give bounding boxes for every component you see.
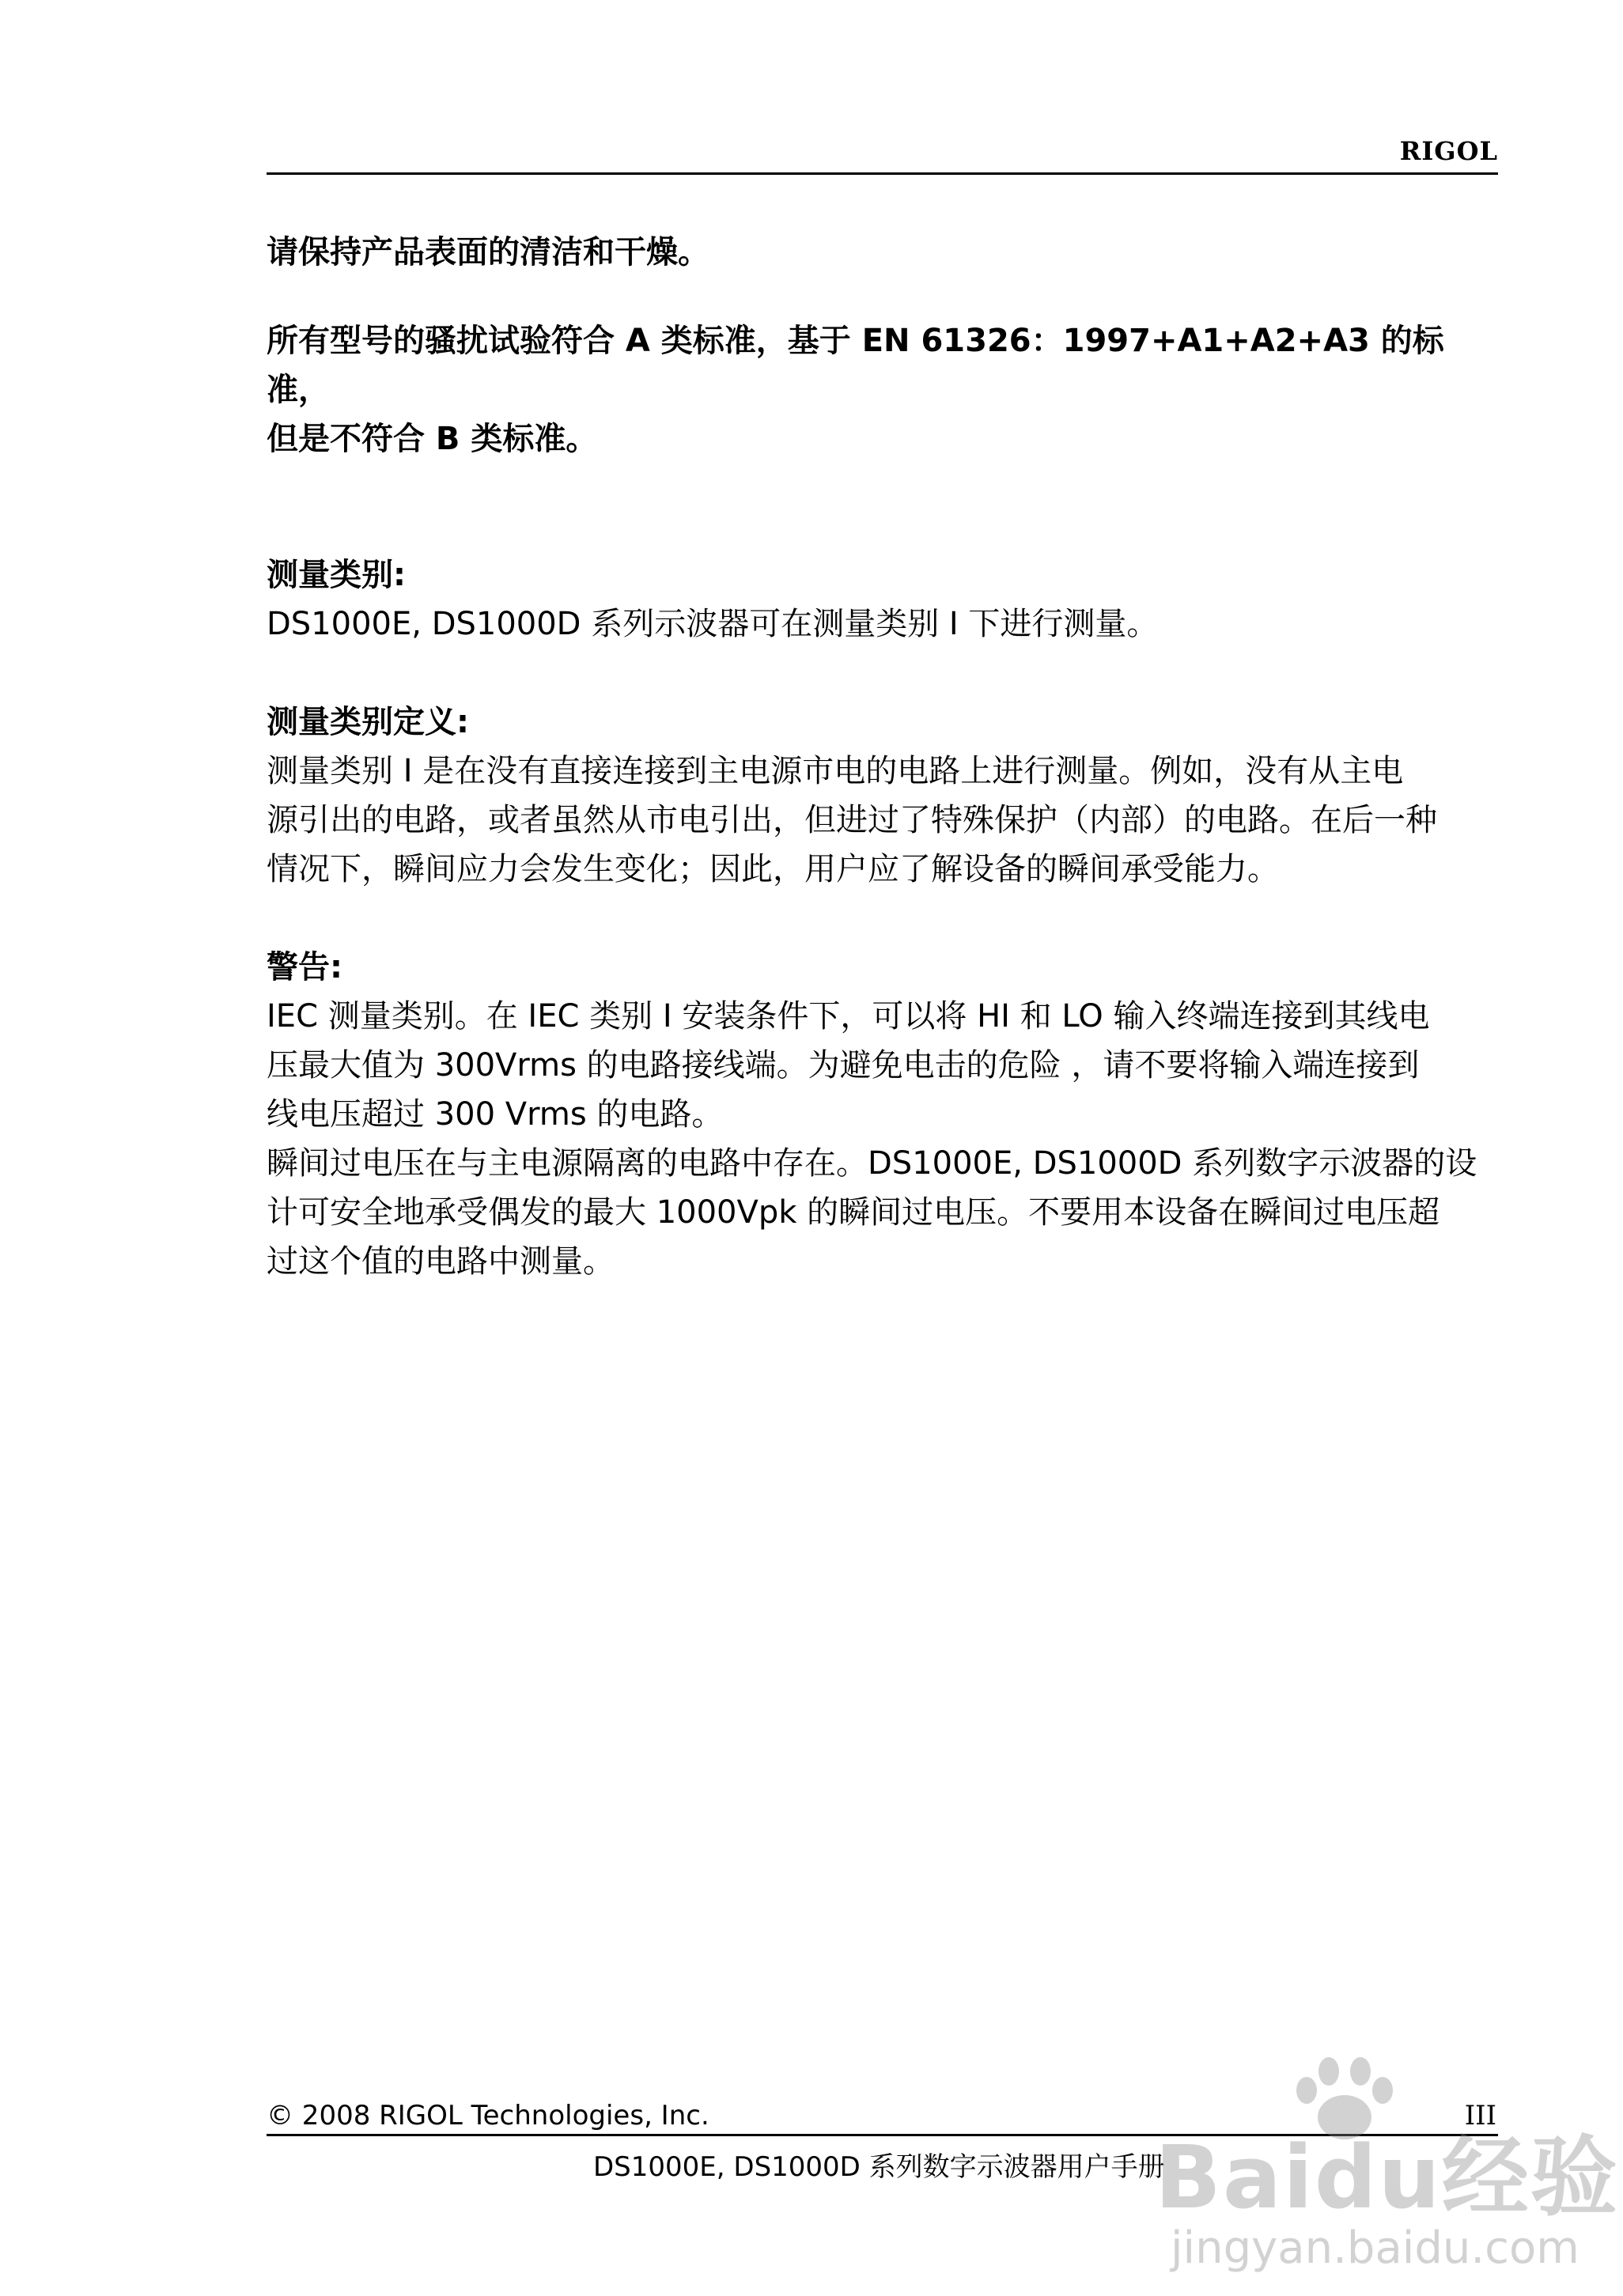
measurement-category-heading: 测量类别: — [267, 557, 406, 593]
watermark-logo-text: Baidu经验 — [1155, 2127, 1619, 2228]
warning-line-3: 线电压超过 300 Vrms 的电路。 — [267, 1096, 724, 1133]
spacer — [267, 894, 1498, 943]
spacer — [267, 277, 1498, 316]
warning-line-1: IEC 测量类别。在 IEC 类别 I 安装条件下，可以将 HI 和 LO 输入终端连接到其线电 — [267, 998, 1430, 1035]
measurement-definition-line-1: 测量类别 I 是在没有直接连接到主电源市电的电路上进行测量。例如，没有从主电 — [267, 753, 1404, 789]
measurement-definition-line-3: 情况下，瞬间应力会发生变化；因此，用户应了解设备的瞬间承受能力。 — [267, 851, 1279, 887]
warning-line-5: 计可安全地承受偶发的最大 1000Vpk 的瞬间过电压。不要用本设备在瞬间过电压超 — [267, 1194, 1440, 1231]
footer-manual-title: DS1000E, DS1000D 系列数字示波器用户手册 — [593, 2151, 1165, 2183]
spacer — [267, 649, 1498, 698]
measurement-category-text: DS1000E, DS1000D 系列示波器可在测量类别 I 下进行测量。 — [267, 606, 1159, 642]
warning-heading: 警告: — [267, 949, 342, 985]
baidu-watermark — [1123, 2052, 1619, 2290]
measurement-definition-heading: 测量类别定义: — [267, 704, 469, 740]
emc-line-1: 所有型号的骚扰试验符合 A 类标准，基于 EN 61326：1997+A1+A2+A3 的标准， — [267, 323, 1444, 408]
warning-line-4: 瞬间过电压在与主电源隔离的电路中存在。DS1000E, DS1000D 系列数字示波器的设 — [267, 1145, 1477, 1182]
warning-line-2: 压最大值为 300Vrms 的电路接线端。为避免电击的危险 ，请不要将输入端连接到 — [267, 1047, 1420, 1084]
watermark-url: jingyan.baidu.com — [1171, 2222, 1579, 2274]
emc-line-2: 但是不符合 B 类标准。 — [267, 421, 598, 457]
warning-line-6: 过这个值的电路中测量。 — [267, 1243, 615, 1280]
header-brand: RIGOL — [1399, 136, 1498, 166]
page-content — [267, 228, 1498, 1286]
clean-paragraph: 请保持产品表面的清洁和干燥。 — [267, 234, 709, 270]
footer-page-number: III — [1464, 2100, 1496, 2131]
footer-copyright: © 2008 RIGOL Technologies, Inc. — [267, 2100, 709, 2131]
spacer — [267, 463, 1498, 550]
header-rule — [267, 172, 1498, 175]
measurement-definition-line-2: 源引出的电路，或者虽然从市电引出，但进过了特殊保护（内部）的电路。在后一种 — [267, 802, 1437, 838]
